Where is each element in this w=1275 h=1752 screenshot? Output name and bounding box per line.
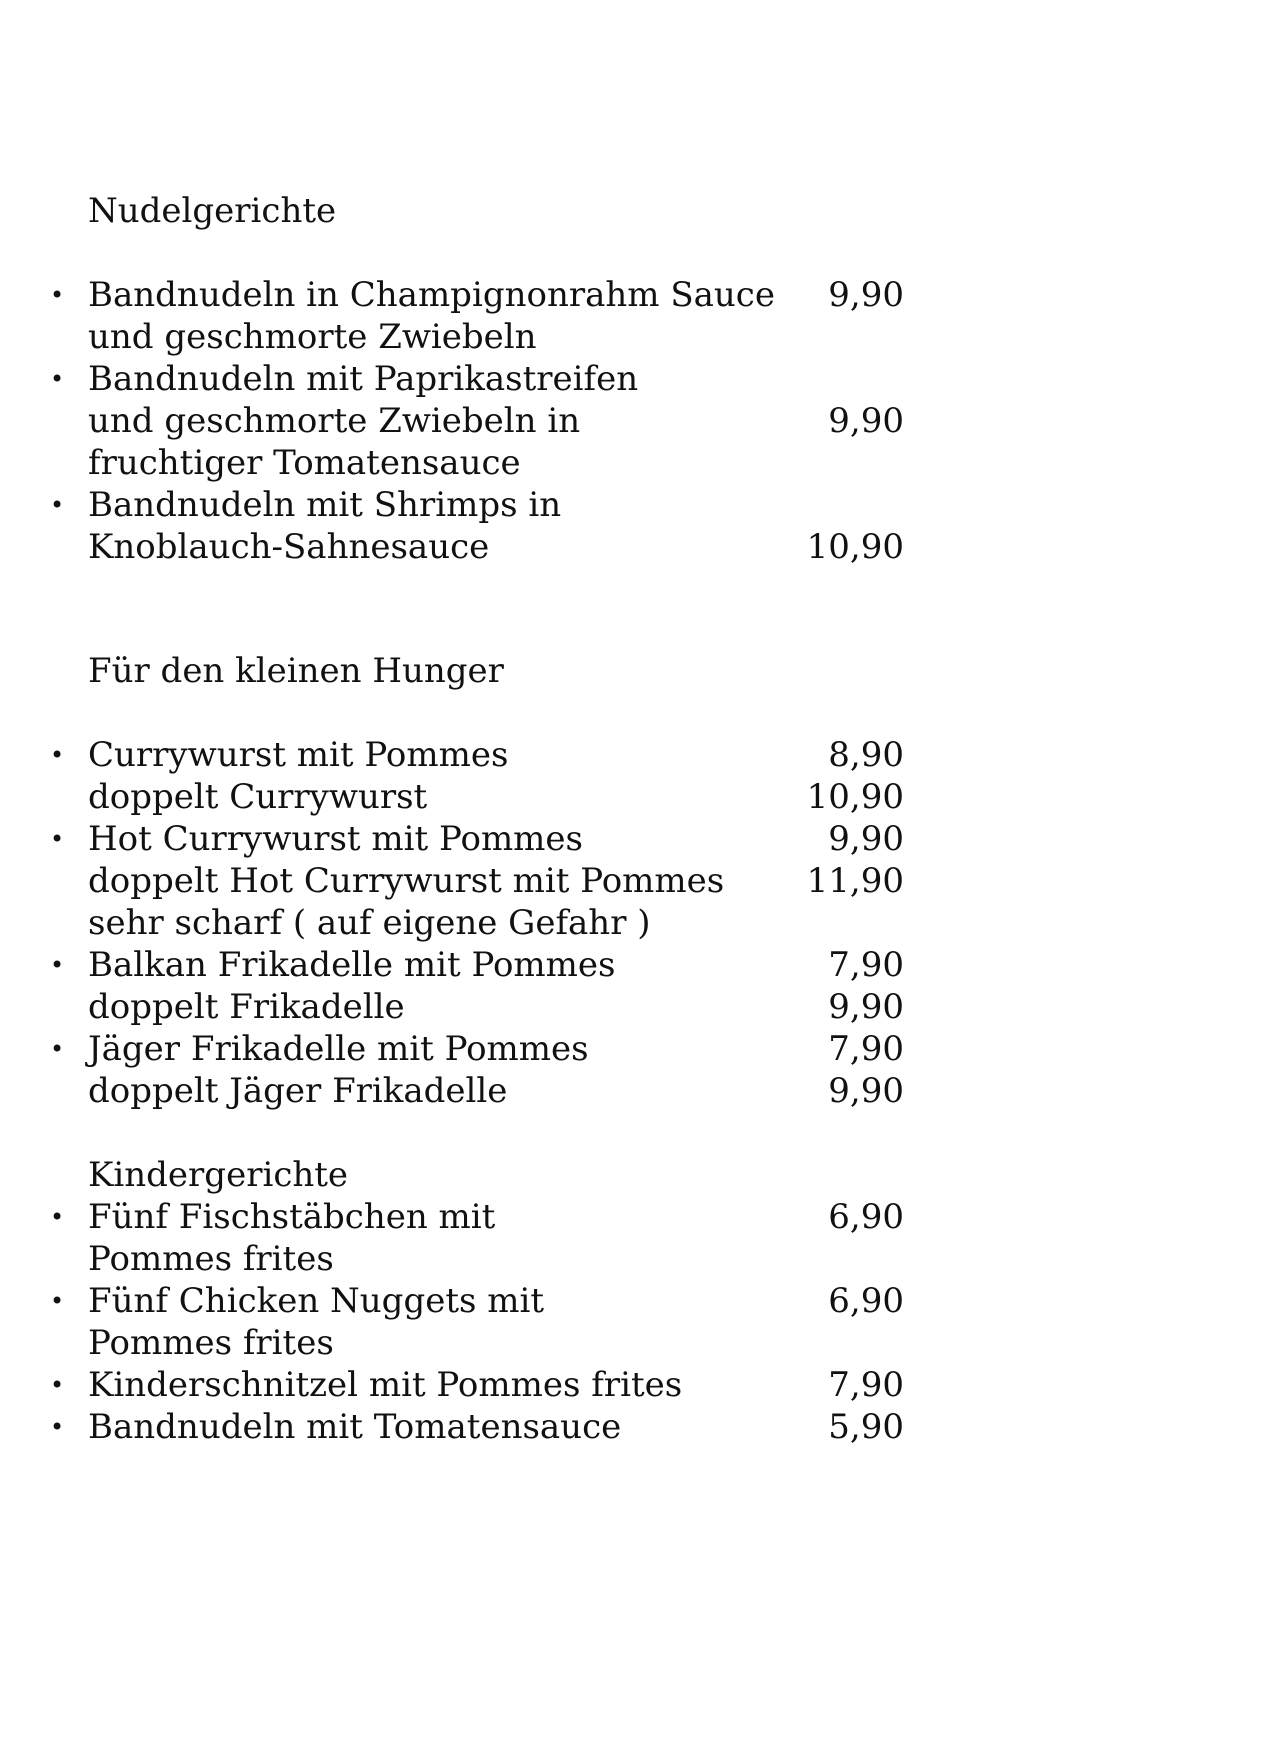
bullet: • <box>50 951 65 979</box>
menu-item-price: 7,90 <box>828 1029 904 1069</box>
menu-item-line: Bandnudeln in Champignonrahm Sauce <box>88 275 775 315</box>
menu-item-price: 7,90 <box>828 945 904 985</box>
section-heading-kleiner-hunger: Für den kleinen Hunger <box>88 651 504 691</box>
menu-item-line: doppelt Currywurst <box>88 777 428 817</box>
menu-item-line: Pommes frites <box>88 1323 334 1363</box>
menu-item-line: Bandnudeln mit Tomatensauce <box>88 1407 622 1447</box>
menu-item-price: 7,90 <box>828 1365 904 1405</box>
bullet: • <box>50 1413 65 1441</box>
menu-item-line: doppelt Jäger Frikadelle <box>88 1071 508 1111</box>
menu-item-line: Jäger Frikadelle mit Pommes <box>88 1029 589 1069</box>
bullet: • <box>50 741 65 769</box>
menu-item-line: Kinderschnitzel mit Pommes frites <box>88 1365 683 1405</box>
menu-item-price: 5,90 <box>828 1407 904 1447</box>
bullet: • <box>50 281 65 309</box>
menu-item-line: Balkan Frikadelle mit Pommes <box>88 945 616 985</box>
menu-item-line: Bandnudeln mit Paprikastreifen <box>88 359 639 399</box>
menu-item-price: 9,90 <box>828 401 904 441</box>
menu-item-line: doppelt Hot Currywurst mit Pommes <box>88 861 725 901</box>
menu-item-line: Knoblauch-Sahnesauce <box>88 527 490 567</box>
bullet: • <box>50 825 65 853</box>
menu-item-price: 9,90 <box>828 987 904 1027</box>
menu-item-price: 6,90 <box>828 1197 904 1237</box>
bullet: • <box>50 491 65 519</box>
menu-item-price: 6,90 <box>828 1281 904 1321</box>
menu-item-price: 9,90 <box>828 275 904 315</box>
menu-item-line: doppelt Frikadelle <box>88 987 405 1027</box>
menu-item-line: Hot Currywurst mit Pommes <box>88 819 583 859</box>
menu-item-line: und geschmorte Zwiebeln <box>88 317 537 357</box>
menu-item-line: Pommes frites <box>88 1239 334 1279</box>
menu-item-price: 11,90 <box>806 861 904 901</box>
bullet: • <box>50 1371 65 1399</box>
menu-item-line: und geschmorte Zwiebeln in <box>88 401 581 441</box>
bullet: • <box>50 365 65 393</box>
section-heading-kindergerichte: Kindergerichte <box>88 1155 349 1195</box>
section-heading-nudelgerichte: Nudelgerichte <box>88 191 337 231</box>
bullet: • <box>50 1203 65 1231</box>
menu-item-line: Bandnudeln mit Shrimps in <box>88 485 562 525</box>
menu-item-line: fruchtiger Tomatensauce <box>88 443 521 483</box>
bullet: • <box>50 1287 65 1315</box>
menu-item-price: 8,90 <box>828 735 904 775</box>
menu-item-line: Fünf Chicken Nuggets mit <box>88 1281 545 1321</box>
menu-item-line: Fünf Fischstäbchen mit <box>88 1197 496 1237</box>
menu-item-price: 10,90 <box>806 777 904 817</box>
menu-item-note: sehr scharf ( auf eigene Gefahr ) <box>88 903 651 943</box>
menu-item-line: Currywurst mit Pommes <box>88 735 509 775</box>
bullet: • <box>50 1035 65 1063</box>
menu-item-price: 10,90 <box>806 527 904 567</box>
menu-item-price: 9,90 <box>828 819 904 859</box>
menu-item-price: 9,90 <box>828 1071 904 1111</box>
